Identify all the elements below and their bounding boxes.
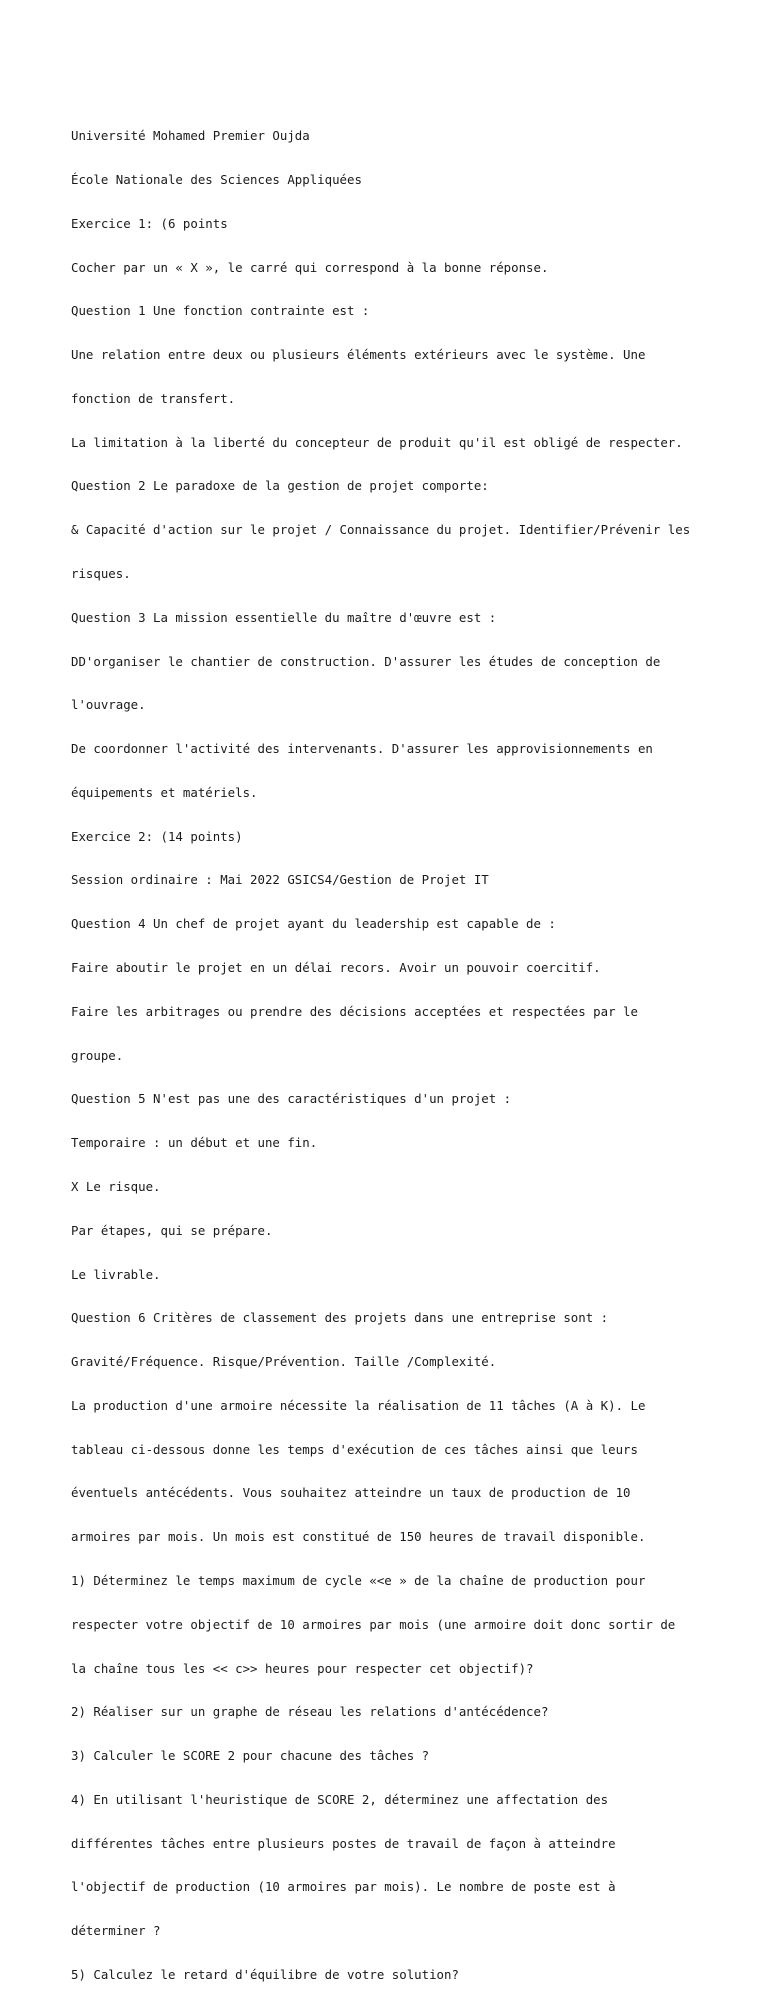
text-line: École Nationale des Sciences Appliquées [71,171,362,187]
text-line: fonction de transfert. [71,390,236,406]
text-line: Faire les arbitrages ou prendre des décisions acceptées et respectées par le [71,1003,638,1019]
text-line: risques. [71,566,131,581]
text-line: La production d'une armoire nécessite la réalisation de 11 tâches (A à K). Le [71,1397,646,1413]
text-line: Question 2 Le paradoxe de la gestion de projet comporte: [71,478,489,494]
text-line: Session ordinaire : Mai 2022 GSICS4/Gestion de Projet IT [71,872,489,888]
text-line: Temporaire : un début et une fin. [71,1135,318,1151]
text-line: Question 3 La mission essentielle du maître d'œuvre est : [71,609,497,625]
text-line: Cocher par un « X », le carré qui correspond à la bonne réponse. [71,259,549,275]
text-line: 3) Calculer le SCORE 2 pour chacune des tâches ? [71,1748,430,1764]
text-line: 5) Calculez le retard d'équilibre de votre solution? [71,1967,459,1982]
text-line: groupe. [71,1047,124,1063]
text-line: La limitation à la liberté du concepteur de produit qu'il est obligé de respecter. [71,434,683,450]
text-line: Question 6 Critères de classement des projets dans une entreprise sont : [71,1310,609,1326]
text-line: 1) Déterminez le temps maximum de cycle «<e » de la chaîne de production pour [71,1572,646,1588]
text-line: Exercice 1: (6 points [71,215,228,231]
text-line: Gravité/Fréquence. Risque/Prévention. Taille /Complexité. [71,1354,497,1370]
document-body [71,100,711,1997]
text-line: DD'organiser le chantier de construction. D'assurer les études de conception de [71,653,661,669]
text-line: Faire aboutir le projet en un délai recors. Avoir un pouvoir coercitif. [71,960,601,976]
text-line: Une relation entre deux ou plusieurs éléments extérieurs avec le système. Une [71,347,646,363]
text-line: différentes tâches entre plusieurs postes de travail de façon à atteindre [71,1835,616,1851]
text-line: Question 1 Une fonction contrainte est : [71,303,370,319]
text-line: Question 4 Un chef de projet ayant du leadership est capable de : [71,916,556,932]
text-line: Le livrable. [71,1266,161,1282]
text-line: équipements et matériels. [71,784,258,800]
text-line: 4) En utilisant l'heuristique de SCORE 2, déterminez une affectation des [71,1791,609,1807]
text-line: la chaîne tous les << c>> heures pour respecter cet objectif)? [71,1660,534,1676]
text-line: respecter votre objectif de 10 armoires par mois (une armoire doit donc sortir de [71,1616,676,1632]
text-line: Question 5 N'est pas une des caractéristiques d'un projet : [71,1091,512,1107]
text-line: l'ouvrage. [71,697,146,713]
text-line: éventuels antécédents. Vous souhaitez atteindre un taux de production de 10 [71,1485,631,1501]
text-line: 2) Réaliser sur un graphe de réseau les relations d'antécédence? [71,1704,549,1720]
text-line: déterminer ? [71,1923,161,1939]
text-line: De coordonner l'activité des intervenants. D'assurer les approvisionnements en [71,741,653,757]
text-line: Exercice 2: (14 points) [71,828,243,844]
text-line: Université Mohamed Premier Oujda [71,128,310,144]
text-line: Par étapes, qui se prépare. [71,1222,273,1238]
text-line: armoires par mois. Un mois est constitué de 150 heures de travail disponible. [71,1529,646,1545]
text-line: X Le risque. [71,1178,161,1194]
text-line: l'objectif de production (10 armoires par mois). Le nombre de poste est à [71,1879,616,1895]
text-line: & Capacité d'action sur le projet / Connaissance du projet. Identifier/Prévenir les [71,522,691,538]
text-line: tableau ci-dessous donne les temps d'exécution de ces tâches ainsi que leurs [71,1441,638,1457]
